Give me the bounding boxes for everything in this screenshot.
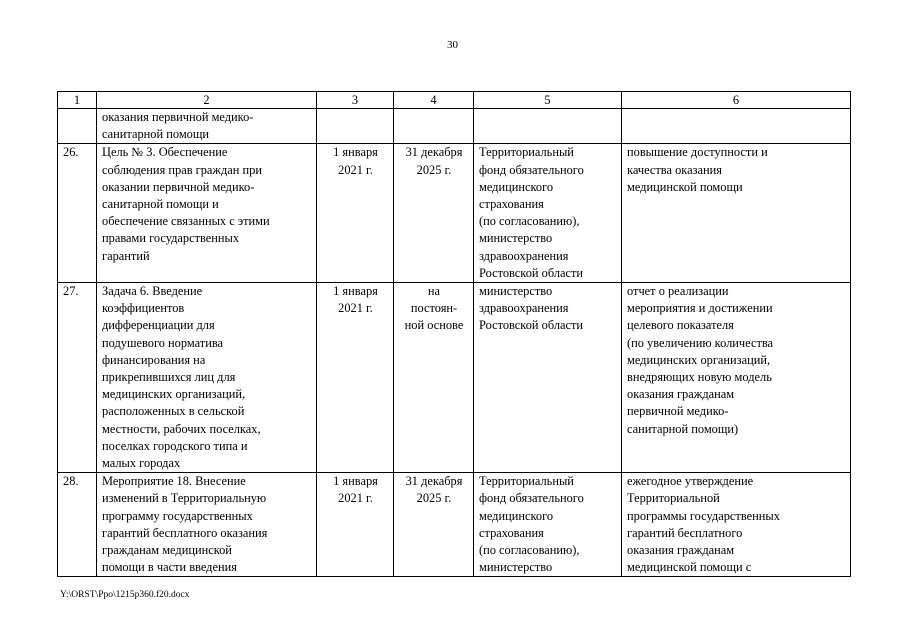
- cell-line: министерство: [479, 284, 553, 299]
- cell-line: Мероприятие 18. Внесение: [102, 474, 246, 489]
- cell-line: Задача 6. Введение: [102, 284, 203, 299]
- cell-line: обеспечение связанных с этими: [102, 214, 270, 229]
- cell-line: фонд обязательного: [479, 162, 584, 177]
- end-date-cell: [394, 109, 474, 144]
- cell-line: качества оказания: [627, 162, 722, 177]
- cell-line: оказания гражданам: [627, 387, 735, 402]
- cell-line: здравоохранения: [479, 301, 569, 316]
- cell-line: Ростовской области: [479, 318, 584, 333]
- cell-line: гарантий: [102, 248, 150, 263]
- cell-line: поселках городского типа и: [102, 438, 248, 453]
- row-number-cell: 28.: [58, 473, 97, 577]
- cell-line: Территориальный: [479, 145, 574, 160]
- cell-line: страхования: [479, 525, 544, 540]
- header-cell-1: 1: [58, 92, 97, 109]
- cell-line: министерство: [479, 231, 553, 246]
- cell-line: Цель № 3. Обеспечение: [102, 145, 228, 160]
- start-date-cell: [317, 144, 394, 283]
- cell-line: изменений в Территориальную: [102, 491, 267, 506]
- cell-line: 2021 г.: [338, 162, 373, 177]
- cell-line: 31 декабря: [405, 474, 463, 489]
- cell-line: гарантий бесплатного: [627, 525, 743, 540]
- cell-line: малых городах: [102, 456, 181, 471]
- cell-line: медицинских организаций,: [102, 387, 246, 402]
- cell-line: правами государственных: [102, 231, 240, 246]
- cell-line: 1 января: [333, 284, 378, 299]
- row-number-cell: 27.: [58, 283, 97, 473]
- cell-line: гражданам медицинской: [102, 543, 232, 558]
- cell-line: соблюдения прав граждан при: [102, 162, 262, 177]
- cell-line: ежегодное утверждение: [627, 474, 754, 489]
- cell-line: ной основе: [404, 318, 464, 333]
- cell-line: внедряющих новую модель: [627, 370, 772, 385]
- cell-line: гарантий бесплатного оказания: [102, 525, 268, 540]
- cell-line: Территориальной: [627, 491, 720, 506]
- cell-line: отчет о реализации: [627, 284, 729, 299]
- cell-line: 2021 г.: [338, 301, 373, 316]
- cell-line: санитарной помощи: [102, 127, 210, 142]
- row-number-cell: 26.: [58, 144, 97, 283]
- cell-line: медицинской помощи: [627, 179, 743, 194]
- cell-line: 31 декабря: [405, 145, 463, 160]
- cell-line: первичной медико-: [627, 404, 729, 419]
- cell-line: Территориальный: [479, 474, 574, 489]
- table-row: [58, 283, 851, 473]
- cell-line: коэффициентов: [102, 301, 185, 316]
- measure-name-cell: [97, 144, 317, 283]
- cell-line: медицинской помощи с: [627, 560, 752, 575]
- end-date-cell: [394, 473, 474, 577]
- cell-line: 2025 г.: [416, 162, 452, 177]
- cell-line: подушевого норматива: [102, 335, 224, 350]
- expected-result-cell: [622, 283, 851, 473]
- row-number-cell: [58, 109, 97, 144]
- cell-line: медицинских организаций,: [627, 352, 771, 367]
- footer-file-path: Y:\ORST\Ppo\1215p360.f20.docx: [60, 590, 190, 600]
- cell-line: страхования: [479, 197, 544, 212]
- cell-line: министерство: [479, 560, 553, 575]
- measure-name-cell: [97, 473, 317, 577]
- table-row: [58, 109, 851, 144]
- cell-line: санитарной помощи): [627, 421, 739, 436]
- header-cell-6: 6: [622, 92, 851, 109]
- measure-name-cell: [97, 283, 317, 473]
- end-date-cell: [394, 283, 474, 473]
- cell-line: дифференциации для: [102, 318, 215, 333]
- cell-line: фонд обязательного: [479, 491, 584, 506]
- header-cell-4: 4: [394, 92, 474, 109]
- cell-line: оказания гражданам: [627, 543, 735, 558]
- table-row: [58, 144, 851, 283]
- cell-line: местности, рабочих поселках,: [102, 421, 261, 436]
- cell-line: здравоохранения: [479, 248, 569, 263]
- cell-line: 1 января: [333, 145, 378, 160]
- cell-line: программы государственных: [627, 508, 780, 523]
- cell-line: помощи в части введения: [102, 560, 237, 575]
- page-number: 30: [447, 39, 458, 51]
- cell-line: расположенных в сельской: [102, 404, 245, 419]
- cell-line: оказании первичной медико-: [102, 179, 255, 194]
- header-cell-2: 2: [97, 92, 317, 109]
- cell-line: (по согласованию),: [479, 543, 580, 558]
- cell-line: 2021 г.: [338, 491, 373, 506]
- cell-line: постоян-: [410, 301, 458, 316]
- cell-line: на: [427, 284, 441, 299]
- cell-line: прикрепившихся лиц для: [102, 370, 236, 385]
- cell-line: санитарной помощи и: [102, 197, 219, 212]
- expected-result-cell: [622, 144, 851, 283]
- measure-name-cell: [97, 109, 317, 144]
- expected-result-cell: [622, 473, 851, 577]
- executor-cell: [474, 109, 622, 144]
- cell-line: 1 января: [333, 474, 378, 489]
- cell-line: (по согласованию),: [479, 214, 580, 229]
- header-cell-3: 3: [317, 92, 394, 109]
- cell-line: медицинского: [479, 508, 554, 523]
- start-date-cell: [317, 473, 394, 577]
- cell-line: повышение доступности и: [627, 145, 768, 160]
- expected-result-cell: [622, 109, 851, 144]
- table-body: [58, 109, 851, 577]
- cell-line: мероприятия и достижении: [627, 301, 773, 316]
- header-row: [58, 92, 851, 109]
- start-date-cell: [317, 283, 394, 473]
- executor-cell: [474, 473, 622, 577]
- cell-line: медицинского: [479, 179, 554, 194]
- measures-table: [57, 91, 851, 577]
- cell-line: 2025 г.: [416, 491, 452, 506]
- header-cell-5: 5: [474, 92, 622, 109]
- executor-cell: [474, 283, 622, 473]
- table-row: [58, 473, 851, 577]
- cell-line: (по увеличению количества: [627, 335, 774, 350]
- cell-line: целевого показателя: [627, 318, 734, 333]
- end-date-cell: [394, 144, 474, 283]
- cell-line: программу государственных: [102, 508, 253, 523]
- cell-line: оказания первичной медико-: [102, 110, 254, 124]
- executor-cell: [474, 144, 622, 283]
- start-date-cell: [317, 109, 394, 144]
- cell-line: финансирования на: [102, 352, 206, 367]
- cell-line: Ростовской области: [479, 265, 584, 280]
